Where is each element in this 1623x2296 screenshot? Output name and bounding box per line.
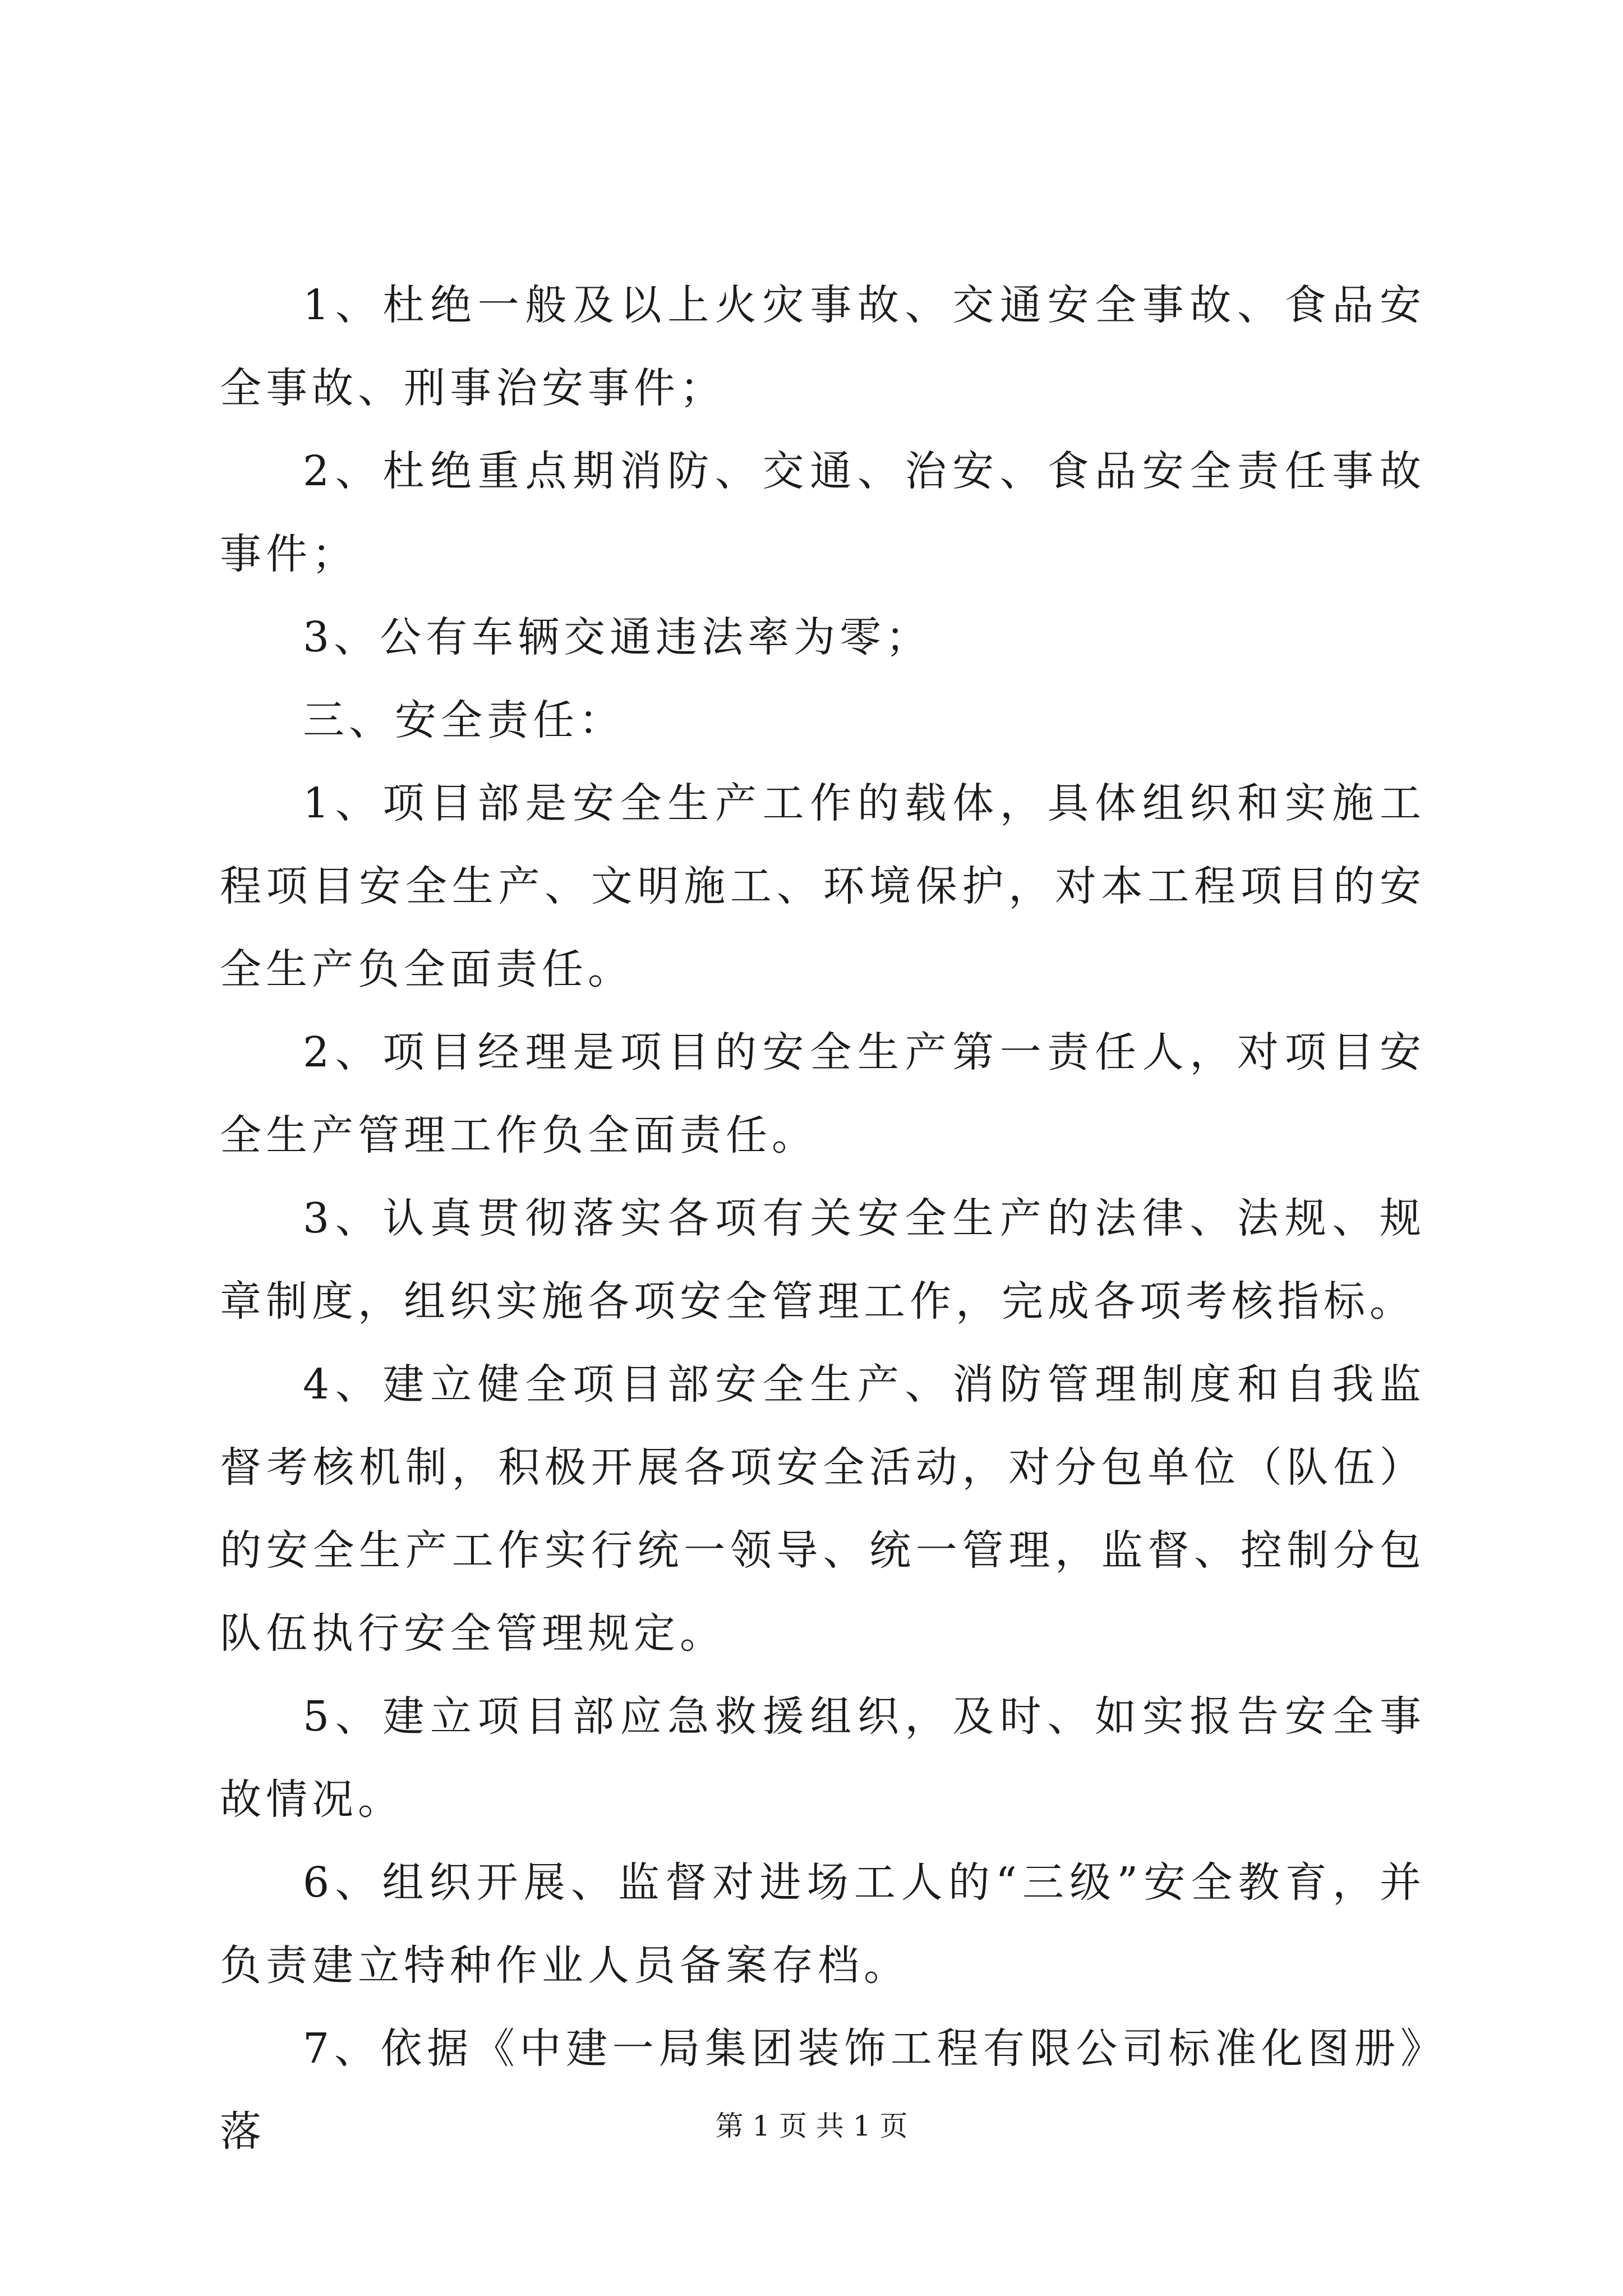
- paragraph-responsibility-7: 7、依据《中建一局集团装饰工程有限公司标准化图册》落: [220, 2024, 1426, 2156]
- paragraph-responsibility-4: 4、建立健全项目部安全生产、消防管理制度和自我监督考核机制，积极开展各项安全活动，对分包单位（队伍）的安全生产工作实行统一领导、统一管理，监督、控制分包队伍执行安全管理规定。: [220, 1360, 1426, 1658]
- section-heading-safety-responsibility: 三、安全责任：: [303, 696, 625, 744]
- paragraph-responsibility-2: 2、项目经理是项目的安全生产第一责任人，对项目安全生产管理工作负全面责任。: [220, 1028, 1426, 1159]
- paragraph-responsibility-6: 6、组织开展、监督对进场工人的“三级”安全教育，并负责建立特种作业人员备案存档。: [220, 1858, 1426, 1990]
- paragraph-responsibility-1: 1、项目部是安全生产工作的载体，具体组织和实施工程项目安全生产、文明施工、环境保护，对本工程项目的安全生产负全面责任。: [220, 779, 1426, 993]
- paragraph-goal-2: 2、杜绝重点期消防、交通、治安、食品安全责任事故事件；: [220, 447, 1426, 578]
- paragraph-goal-3: 3、公有车辆交通违法率为零；: [303, 613, 932, 661]
- paragraph-responsibility-3: 3、认真贯彻落实各项有关安全生产的法律、法规、规章制度，组织实施各项安全管理工作，完成各项考核指标。: [220, 1194, 1426, 1326]
- paragraph-goal-1: 1、杜绝一般及以上火灾事故、交通安全事故、食品安全事故、刑事治安事件；: [220, 281, 1426, 412]
- page-footer: [0, 2106, 1623, 2146]
- document-body: [220, 264, 1426, 2173]
- page-number: 第 1 页 共 1 页: [715, 2110, 908, 2142]
- paragraph-responsibility-5: 5、建立项目部应急救援组织，及时、如实报告安全事故情况。: [220, 1692, 1426, 1824]
